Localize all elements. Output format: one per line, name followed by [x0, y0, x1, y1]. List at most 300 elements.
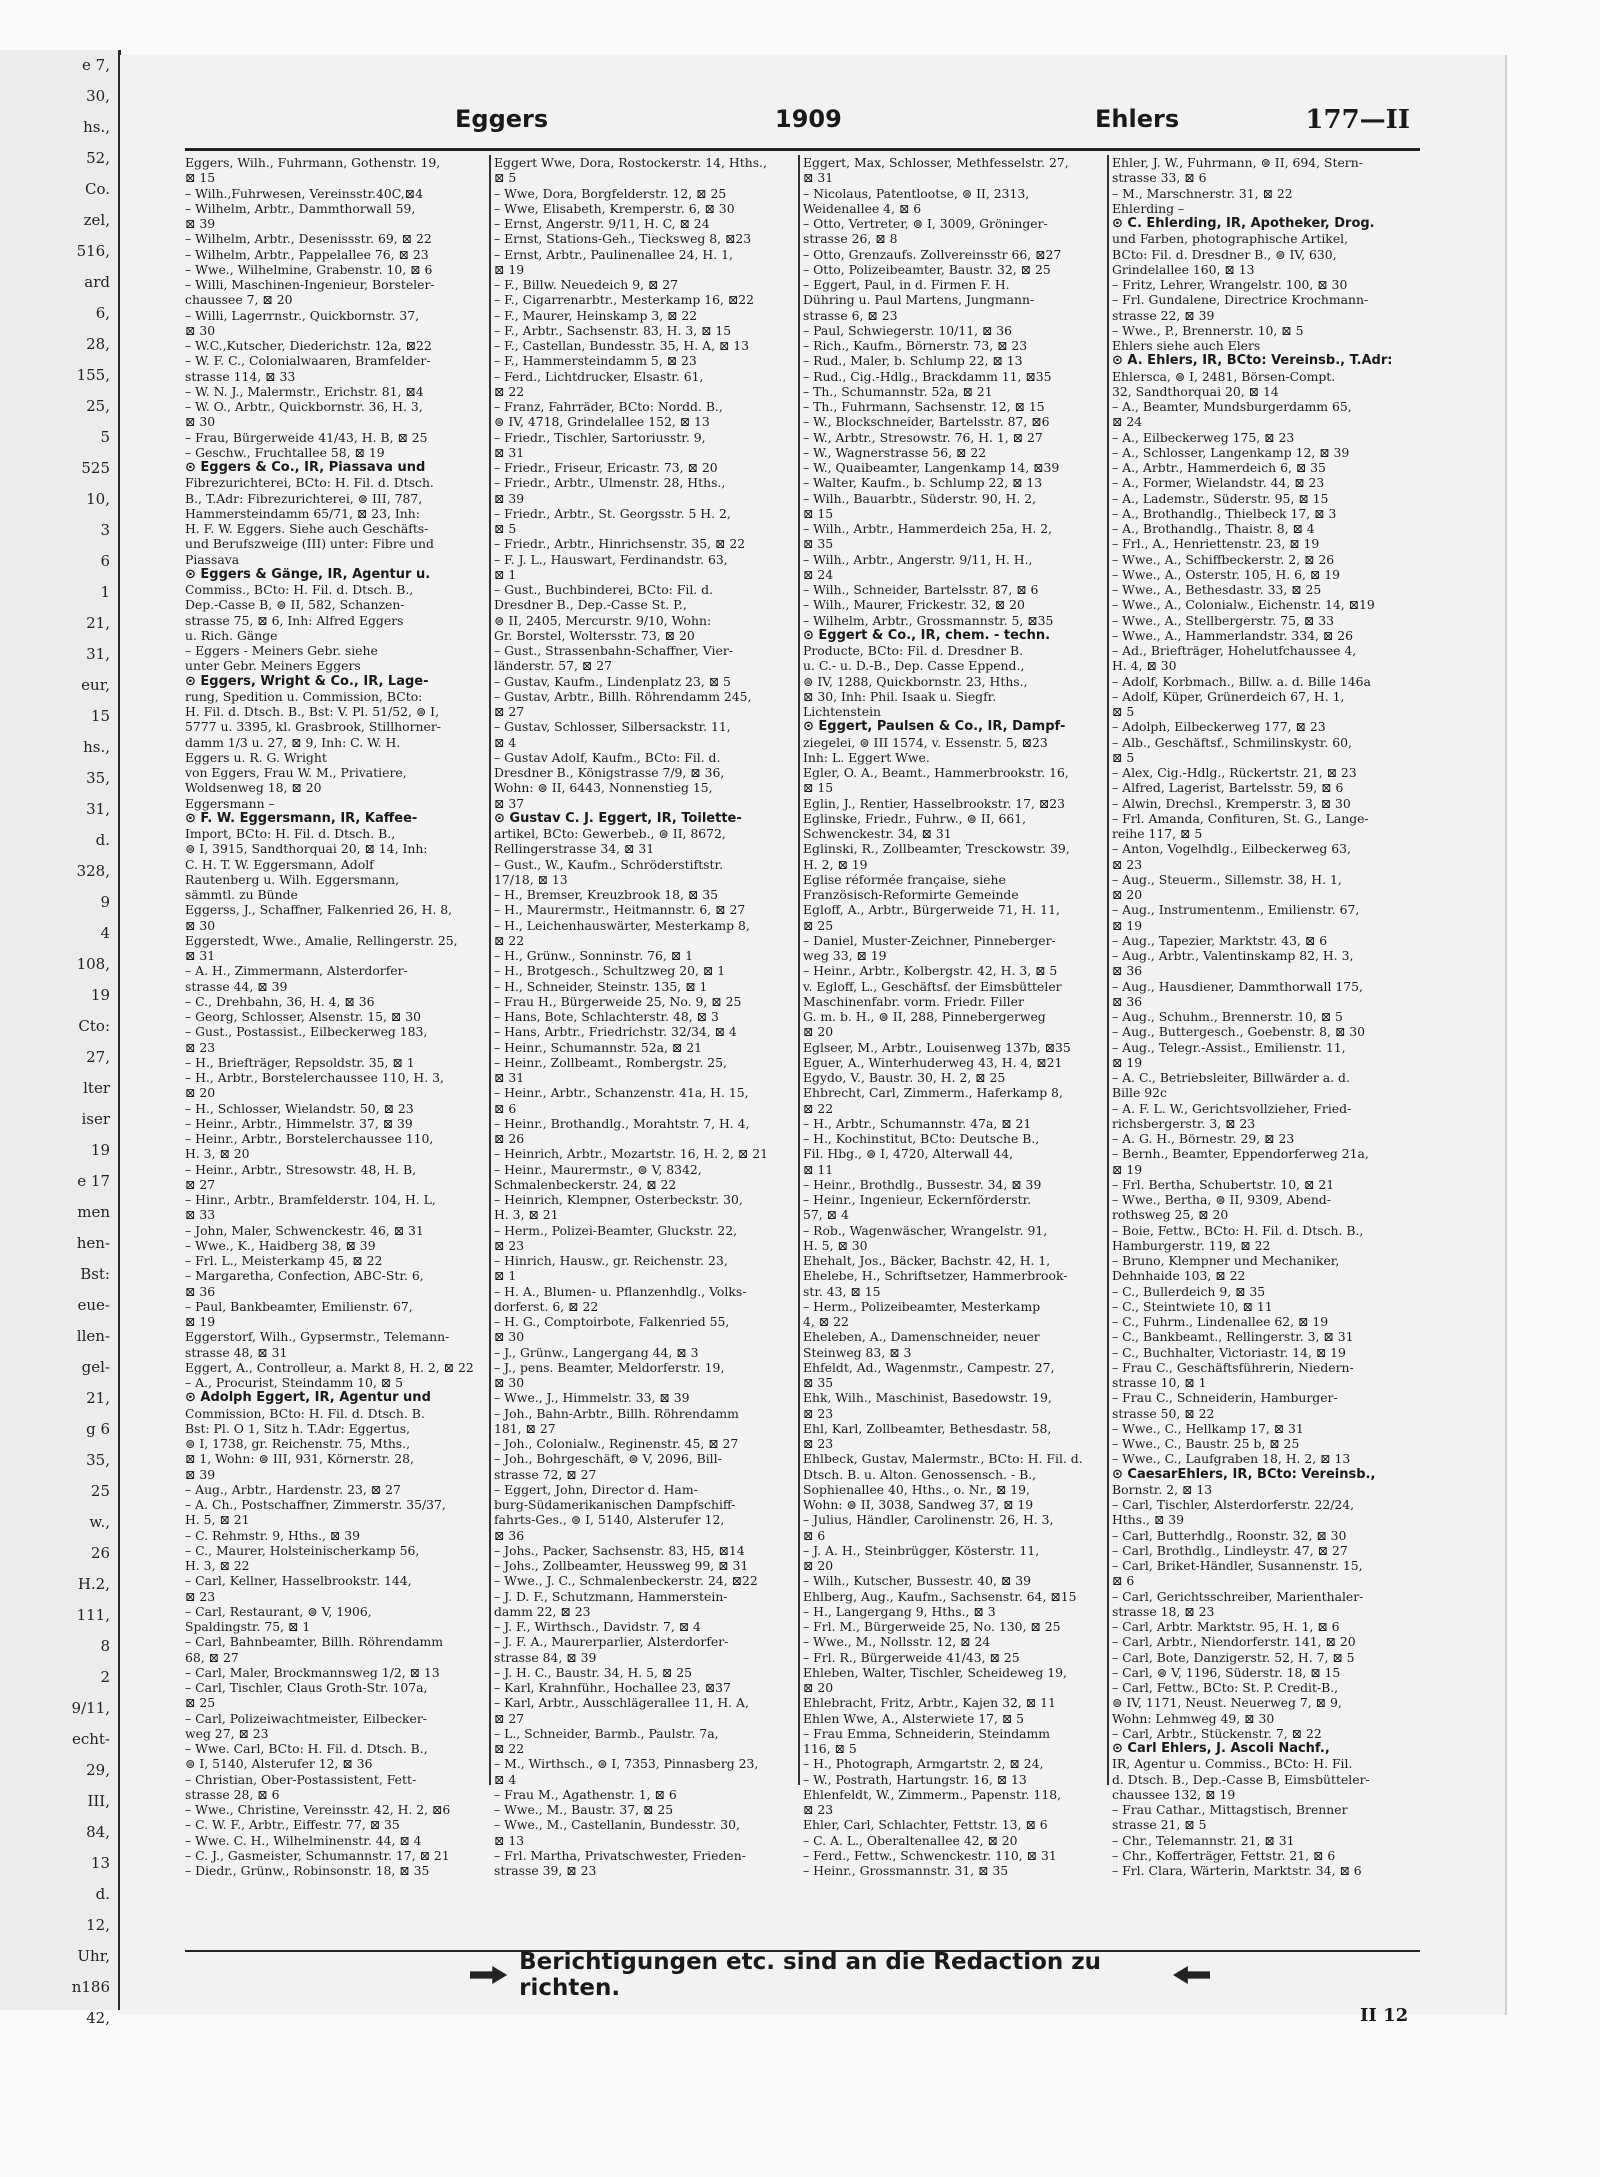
directory-entry: str. 43, ⊠ 15 — [803, 1283, 881, 1299]
directory-entry: – Herm., Polizeibeamter, Mesterkamp — [803, 1298, 1041, 1314]
directory-entry: – Friedr., Tischler, Sartoriusstr. 9, — [494, 429, 706, 445]
directory-entry: – Carl, Maler, Brockmannsweg 1/2, ⊠ 13 — [185, 1664, 440, 1680]
directory-entry: H. F. W. Eggers. Siehe auch Geschäfts- — [185, 521, 429, 536]
directory-entry: – L., Schneider, Barmb., Paulstr. 7a, — [494, 1725, 719, 1741]
directory-entry: ⊠ 15 — [803, 505, 834, 521]
directory-entry: ⊠ 4 — [494, 1771, 517, 1787]
directory-entry: – Johs., Packer, Sachsenstr. 83, H5, ⊠14 — [494, 1542, 745, 1558]
directory-entry: – Gustav, Schlosser, Silbersackstr. 11, — [494, 719, 731, 735]
margin-fragment: hen- — [76, 1234, 110, 1252]
directory-entry: – Chr., Telemannstr. 21, ⊠ 31 — [1112, 1832, 1295, 1848]
directory-entry: – Frl. Martha, Privatschwester, Frieden- — [494, 1847, 746, 1863]
margin-fragment: 525 — [81, 459, 110, 477]
directory-entry: H. 5, ⊠ 30 — [803, 1237, 868, 1253]
directory-entry: ⊙ Gustav C. J. Eggert, IR, Toilette- — [494, 810, 742, 826]
directory-entry: – W., Wagnerstrasse 56, ⊠ 22 — [803, 444, 987, 460]
directory-entry: ⊜ I, 5140, Alsterufer 12, ⊠ 36 — [185, 1756, 373, 1772]
directory-entry: – Aug., Arbtr., Hardenstr. 23, ⊠ 27 — [185, 1481, 401, 1497]
directory-entry: – Georg, Schlosser, Alsenstr. 15, ⊠ 30 — [185, 1009, 421, 1024]
directory-entry: 181, ⊠ 27 — [494, 1420, 556, 1436]
directory-entry: – Th., Fuhrmann, Sachsenstr. 12, ⊠ 15 — [803, 399, 1045, 414]
directory-entry: Dtsch. B. u. Alton. Genossensch. - B., — [803, 1466, 1037, 1482]
directory-entry: – Julius, Händler, Carolinenstr. 26, H. 3, — [803, 1512, 1054, 1528]
directory-entry: strasse 114, ⊠ 33 — [185, 368, 296, 384]
directory-entry: B., T.Adr: Fibrezurichterei, ⊜ III, 787, — [185, 490, 423, 506]
margin-fragment: hs., — [83, 738, 110, 756]
margin-fragment: eue- — [77, 1296, 110, 1314]
directory-entry: Grindelallee 160, ⊠ 13 — [1112, 261, 1255, 277]
directory-entry: ⊠ 31 — [494, 444, 525, 460]
directory-entry: – Alwin, Drechsl., Kremperstr. 3, ⊠ 30 — [1112, 795, 1351, 811]
directory-entry: – Adolf, Küper, Grünerdeich 67, H. 1, — [1112, 688, 1345, 704]
directory-entry: Inh: L. Eggert Wwe. — [803, 749, 930, 765]
directory-entry: strasse 44, ⊠ 39 — [185, 978, 288, 994]
directory-entry: strasse 26, ⊠ 8 — [803, 231, 898, 247]
directory-entry: 57, ⊠ 4 — [803, 1207, 849, 1223]
directory-entry: – J. F. A., Maurerparlier, Alsterdorfer- — [494, 1634, 729, 1650]
directory-entry: d. Dtsch. B., Dep.-Casse B, Eimsbütteler- — [1112, 1771, 1370, 1787]
directory-entry: – Daniel, Muster-Zeichner, Pinneberger- — [803, 932, 1056, 948]
directory-entry: – C., Drehbahn, 36, H. 4, ⊠ 36 — [185, 993, 375, 1009]
directory-entry: – Heinr., Zollbeamt., Rombergstr. 25, — [494, 1054, 727, 1070]
directory-entry: – Heinr., Brothandlg., Morahtstr. 7, H. 4, — [494, 1115, 750, 1131]
directory-entry: ⊠ 20 — [803, 1680, 834, 1695]
directory-entry: Ehler, J. W., Fuhrmann, ⊜ II, 694, Stern- — [1112, 155, 1363, 170]
directory-entry: – Wwe. Carl, BCto: H. Fil. d. Dtsch. B., — [185, 1741, 428, 1756]
directory-entry: u. Rich. Gänge — [185, 627, 278, 643]
directory-entry: Eggerstorf, Wilh., Gypsermstr., Telemann- — [185, 1329, 450, 1345]
directory-entry: ⊙ Eggert, Paulsen & Co., IR, Dampf- — [803, 719, 1066, 735]
directory-entry: – Wilh., Maurer, Frickestr. 32, ⊠ 20 — [803, 597, 1025, 613]
directory-entry: – H., Bremser, Kreuzbrook 18, ⊠ 35 — [494, 887, 718, 902]
directory-entry: ⊠ 23 — [494, 1237, 525, 1253]
directory-entry: – J. D. F., Schutzmann, Hammerstein- — [494, 1588, 728, 1604]
directory-entry: – Eggers - Meiners Gebr. siehe — [185, 643, 378, 658]
margin-fragment: 9/11, — [71, 1699, 110, 1717]
directory-entry: – Karl, Arbtr., Ausschlägerallee 11, H. A, — [494, 1695, 749, 1711]
directory-entry: ⊙ Eggers & Co., IR, Piassava und — [185, 460, 426, 475]
directory-entry: Maschinenfabr. vorm. Friedr. Filler — [803, 993, 1024, 1009]
margin-fragment: 9 — [100, 893, 110, 911]
directory-entry: – Frau C., Geschäftsführerin, Niedern- — [1112, 1359, 1354, 1375]
directory-entry: ⊠ 39 — [185, 1466, 216, 1482]
directory-entry: – Wwe., A., Schiffbeckerstr. 2, ⊠ 26 — [1112, 551, 1335, 567]
directory-entry: – F., Arbtr., Sachsenstr. 83, H. 3, ⊠ 15 — [494, 322, 732, 338]
directory-entry: Dep.-Casse B, ⊜ II, 582, Schanzen- — [185, 597, 405, 613]
directory-entry: weg 27, ⊠ 23 — [185, 1725, 269, 1741]
directory-entry: C. H. T. W. Eggersmann, Adolf — [185, 856, 374, 872]
directory-entry: strasse 39, ⊠ 23 — [494, 1863, 597, 1878]
directory-entry: Woldsenweg 18, ⊠ 20 — [185, 780, 322, 796]
directory-entry: – Heinr., Grossmannstr. 31, ⊠ 35 — [803, 1863, 1009, 1878]
directory-entry: – Rich., Kaufm., Börnerstr. 73, ⊠ 23 — [803, 338, 1028, 353]
directory-entry: – Heinrich, Klempner, Osterbeckstr. 30, — [494, 1192, 743, 1207]
column-divider — [1107, 155, 1109, 1785]
directory-entry: – Bernh., Beamter, Eppendorferweg 21a, — [1112, 1146, 1369, 1162]
directory-entry: Rellingerstrasse 34, ⊠ 31 — [494, 841, 655, 857]
directory-entry: – Heinr., Schumannstr. 52a, ⊠ 21 — [494, 1039, 702, 1055]
directory-entry: ⊠ 5 — [1112, 749, 1135, 765]
directory-entry: – C. A. L., Oberaltenallee 42, ⊠ 20 — [803, 1832, 1018, 1848]
directory-entry: – H., Schneider, Steinstr. 135, ⊠ 1 — [494, 978, 708, 994]
directory-entry: länderstr. 57, ⊠ 27 — [494, 658, 613, 674]
directory-entry: und Berufszweige (III) unter: Fibre und — [185, 536, 434, 552]
margin-fragment: g 6 — [86, 1420, 110, 1438]
directory-entry: – Wwe., A., Colonialw., Eichenstr. 14, ⊠19 — [1112, 597, 1375, 613]
directory-entry: ⊠ 35 — [803, 1375, 834, 1390]
directory-entry: strasse 6, ⊠ 23 — [803, 307, 898, 323]
directory-entry: – Frau C., Schneiderin, Hamburger- — [1112, 1390, 1338, 1406]
directory-entry: fahrts-Ges., ⊜ I, 5140, Alsterufer 12, — [494, 1512, 725, 1528]
directory-entry: und Farben, photographische Artikel, — [1112, 231, 1349, 247]
directory-entry: Lichtenstein — [803, 704, 882, 719]
margin-fragment: 26 — [90, 1544, 110, 1562]
directory-entry: – Aug., Telegr.-Assist., Emilienstr. 11, — [1112, 1039, 1346, 1055]
directory-entry: – Aug., Instrumentenm., Emilienstr. 67, — [1112, 902, 1360, 918]
directory-entry: – A., Beamter, Mundsburgerdamm 65, — [1112, 399, 1352, 414]
margin-fragment: 31, — [86, 645, 110, 663]
directory-entry: ⊠ 15 — [803, 780, 834, 796]
directory-entry: – Wwe., A., Bethesdastr. 33, ⊠ 25 — [1112, 582, 1322, 597]
directory-entry: – Frl. M., Bürgerweide 25, No. 130, ⊠ 25 — [803, 1619, 1061, 1634]
directory-entry: v. Egloff, L., Geschäftsf. der Eimsbütteler — [803, 978, 1062, 994]
directory-entry: – Hinr., Arbtr., Bramfelderstr. 104, H. L, — [185, 1192, 436, 1207]
directory-entry: Ehlenfeldt, W., Zimmerm., Papenstr. 118, — [803, 1786, 1062, 1802]
directory-entry: – Th., Schumannstr. 52a, ⊠ 21 — [803, 383, 993, 399]
directory-entry: ⊠ 30 — [494, 1375, 525, 1390]
directory-entry: Wohn: Lehmweg 49, ⊠ 30 — [1112, 1710, 1275, 1726]
directory-entry: – Alb., Geschäftsf., Schmilinskystr. 60, — [1112, 734, 1352, 750]
directory-entry: – Ferd., Fettw., Schwenckestr. 110, ⊠ 31 — [803, 1847, 1057, 1863]
directory-entry: – Alex, Cig.-Hdlg., Rückertstr. 21, ⊠ 23 — [1112, 765, 1357, 780]
directory-entry: ⊠ 24 — [1112, 414, 1143, 430]
directory-entry: ⊠ 27 — [185, 1176, 216, 1192]
directory-entry: H. Fil. d. Dtsch. B., Bst: V. Pl. 51/52, ⊜ I, — [185, 704, 440, 719]
directory-entry: – Carl, ⊜ V, 1196, Süderstr. 18, ⊠ 15 — [1112, 1664, 1341, 1680]
directory-entry: – Carl, Butterhdlg., Roonstr. 32, ⊠ 30 — [1112, 1527, 1347, 1543]
directory-entry: ⊠ 23 — [803, 1436, 834, 1451]
directory-entry: Hths., ⊠ 39 — [1112, 1512, 1185, 1528]
margin-fragment: 30, — [86, 87, 110, 105]
directory-entry: Weidenallee 4, ⊠ 6 — [803, 200, 922, 216]
column-divider — [798, 155, 800, 1785]
margin-fragment: 1 — [100, 583, 110, 601]
directory-entry: ⊠ 20 — [185, 1085, 216, 1101]
directory-entry: – Gustav Adolf, Kaufm., BCto: Fil. d. — [494, 749, 721, 765]
margin-fragment: w., — [89, 1513, 110, 1531]
directory-entry: ⊠ 13 — [494, 1832, 525, 1848]
directory-entry: Eguer, A., Winterhuderweg 43, H. 4, ⊠21 — [803, 1054, 1063, 1070]
directory-entry: strasse 75, ⊠ 6, Inh: Alfred Eggers — [185, 612, 404, 628]
directory-entry: – A. Ch., Postschaffner, Zimmerstr. 35/37, — [185, 1497, 446, 1512]
directory-entry: Import, BCto: H. Fil. d. Dtsch. B., — [185, 826, 396, 841]
directory-entry: ⊠ 20 — [803, 1558, 834, 1573]
directory-entry: – Aug., Steuerm., Sillemstr. 38, H. 1, — [1112, 871, 1342, 887]
directory-entry: ⊠ 19 — [1112, 1054, 1143, 1070]
directory-entry: Ehlbeck, Gustav, Malermstr., BCto: H. Fil. d. — [803, 1451, 1083, 1467]
directory-entry: richsbergerstr. 3, ⊠ 23 — [1112, 1115, 1256, 1131]
directory-entry: Egydo, V., Baustr. 30, H. 2, ⊠ 25 — [803, 1070, 1006, 1085]
margin-fragment: 42, — [86, 2009, 110, 2027]
column-3 — [803, 155, 1103, 1878]
directory-entry: Schwenckestr. 34, ⊠ 31 — [803, 826, 952, 841]
directory-entry: – Gust., Postassist., Eilbeckerweg 183, — [185, 1024, 428, 1040]
directory-entry: – Wwe., C., Baustr. 25 b, ⊠ 25 — [1112, 1436, 1300, 1451]
margin-fragment: n186 — [71, 1978, 110, 1996]
directory-entry: – H., Arbtr., Borstelerchaussee 110, H. 3, — [185, 1070, 444, 1085]
pointing-hand-icon — [1173, 1966, 1210, 1984]
directory-entry: – Wwe, Elisabeth, Kremperstr. 6, ⊠ 30 — [494, 200, 735, 216]
directory-entry: Dühring u. Paul Martens, Jungmann- — [803, 292, 1035, 308]
margin-fragment: 111, — [76, 1606, 110, 1624]
directory-entry: Ehlerding – — [1112, 200, 1185, 216]
directory-entry: ⊜ IV, 1288, Quickbornstr. 23, Hths., — [803, 673, 1028, 689]
directory-entry: ⊠ 23 — [185, 1588, 216, 1604]
directory-entry: ⊠ 30, Inh: Phil. Isaak u. Siegfr. — [803, 688, 997, 704]
directory-entry: Ehleben, Walter, Tischler, Scheideweg 19, — [803, 1664, 1067, 1680]
directory-entry: – Heinr., Arbtr., Borstelerchaussee 110, — [185, 1131, 434, 1146]
column-4 — [1112, 155, 1412, 1878]
margin-fragment: lter — [83, 1079, 110, 1097]
directory-entry: ⊠ 36 — [185, 1283, 216, 1299]
margin-fragment: 2 — [100, 1668, 110, 1686]
directory-entry: Ehlberg, Aug., Kaufm., Sachsenstr. 64, ⊠15 — [803, 1588, 1077, 1604]
margin-fragment: 108, — [76, 955, 110, 973]
directory-entry: Ehl, Karl, Zollbeamter, Bethesdastr. 58, — [803, 1420, 1052, 1436]
column-1 — [185, 155, 485, 1878]
footer-notice — [470, 1949, 1210, 2001]
directory-entry: Dehnhaide 103, ⊠ 22 — [1112, 1268, 1246, 1284]
directory-entry: – Carl, Restaurant, ⊜ V, 1906, — [185, 1603, 372, 1619]
margin-fragment: d. — [95, 1885, 110, 1903]
directory-entry: – Wwe., Bertha, ⊜ II, 9309, Abend- — [1112, 1192, 1331, 1207]
directory-entry: ⊠ 22 — [803, 1100, 834, 1116]
directory-entry: strasse 50, ⊠ 22 — [1112, 1405, 1215, 1421]
margin-fragment: iser — [81, 1110, 110, 1128]
directory-entry: Bille 92c — [1112, 1085, 1167, 1101]
directory-entry: Eggert, Max, Schlosser, Methfesselstr. 27, — [803, 155, 1069, 170]
directory-entry: – Wilh., Kutscher, Bussestr. 40, ⊠ 39 — [803, 1573, 1032, 1589]
directory-entry: – Heinr., Brothdlg., Bussestr. 34, ⊠ 39 — [803, 1176, 1042, 1192]
directory-entry: ⊠ 1 — [494, 1268, 517, 1284]
directory-entry: IR, Agentur u. Commiss., BCto: H. Fil. — [1112, 1756, 1353, 1772]
directory-entry: 5777 u. 3395, kl. Grasbrook, Stillhorner- — [185, 719, 441, 735]
directory-entry: – A. C., Betriebsleiter, Billwärder a. d. — [1112, 1070, 1350, 1085]
directory-entry: – C., Bullerdeich 9, ⊠ 35 — [1112, 1283, 1266, 1299]
directory-entry: ⊠ 23 — [803, 1405, 834, 1421]
directory-entry: – Walter, Kaufm., b. Schlump 22, ⊠ 13 — [803, 475, 1043, 491]
directory-entry: – Geschw., Fruchtallee 58, ⊠ 19 — [185, 444, 385, 460]
directory-columns — [185, 155, 1420, 1878]
directory-entry: strasse 21, ⊠ 5 — [1112, 1817, 1207, 1833]
directory-entry: Bst: Pl. O 1, Sitz h. T.Adr: Eggertus, — [185, 1420, 411, 1436]
margin-fragment: hs., — [83, 118, 110, 136]
directory-entry: Französisch-Reformirte Gemeinde — [803, 887, 1019, 902]
directory-entry: – H., Schlosser, Wielandstr. 50, ⊠ 23 — [185, 1100, 414, 1116]
directory-entry: – Wwe., J. C., Schmalenbeckerstr. 24, ⊠22 — [494, 1573, 758, 1589]
directory-entry: ⊠ 5 — [494, 521, 517, 536]
directory-entry: – F., Maurer, Heinskamp 3, ⊠ 22 — [494, 307, 698, 323]
adjacent-page-margin — [0, 50, 121, 2027]
directory-entry: ⊠ 30 — [494, 1329, 525, 1345]
directory-entry: – Heinr., Arbtr., Himmelstr. 37, ⊠ 39 — [185, 1115, 413, 1131]
directory-entry: ⊠ 23 — [1112, 856, 1143, 872]
directory-entry: dorferst. 6, ⊠ 22 — [494, 1298, 599, 1314]
directory-entry: Eggers u. R. G. Wright — [185, 749, 327, 765]
margin-fragment: ard — [84, 273, 110, 291]
directory-entry: ⊙ CaesarEhlers, IR, BCto: Vereinsb., — [1112, 1466, 1376, 1482]
directory-entry: – Wwe., P., Brennerstr. 10, ⊠ 5 — [1112, 322, 1304, 338]
directory-entry: BCto: Fil. d. Dresdner B., ⊜ IV, 630, — [1112, 246, 1337, 262]
directory-entry: Eheleben, A., Damenschneider, neuer — [803, 1329, 1040, 1345]
directory-entry: – Ad., Briefträger, Hohelutfchaussee 4, — [1112, 643, 1357, 658]
directory-entry: – H., Arbtr., Schumannstr. 47a, ⊠ 21 — [803, 1115, 1032, 1131]
directory-entry: – J. A. H., Steinbrügger, Kösterstr. 11, — [803, 1542, 1040, 1558]
directory-entry: Hammersteindamm 65/71, ⊠ 23, Inh: — [185, 505, 420, 521]
directory-entry: ⊜ IV, 4718, Grindelallee 152, ⊠ 13 — [494, 414, 710, 430]
directory-entry: – F. J. L., Hauswart, Ferdinandstr. 63, — [494, 551, 728, 567]
directory-entry: – W., Postrath, Hartungstr. 16, ⊠ 13 — [803, 1771, 1027, 1787]
directory-entry: – Joh., Colonialw., Reginenstr. 45, ⊠ 27 — [494, 1436, 739, 1451]
directory-entry: – Anton, Vogelhdlg., Eilbeckerweg 63, — [1112, 841, 1351, 857]
directory-entry: ⊙ F. W. Eggersmann, IR, Kaffee- — [185, 810, 418, 826]
pointing-hand-icon — [470, 1966, 507, 1984]
directory-entry: – W., Blockschneider, Bartelsstr. 87, ⊠6 — [803, 414, 1050, 430]
directory-entry: ⊙ C. Ehlerding, IR, Apotheker, Drog. — [1112, 216, 1375, 231]
directory-entry: – A., Procurist, Steindamm 10, ⊠ 5 — [185, 1375, 403, 1390]
directory-entry: ⊠ 36 — [1112, 963, 1143, 979]
directory-entry: – H., Kochinstitut, BCto: Deutsche B., — [803, 1131, 1040, 1146]
directory-entry: – Wilhelm, Arbtr., Pappelallee 76, ⊠ 23 — [185, 246, 429, 262]
margin-fragment: 28, — [86, 335, 110, 353]
directory-entry: – A. F. L. W., Gerichtsvollzieher, Fried- — [1112, 1100, 1352, 1116]
directory-entry: Egler, O. A., Beamt., Hammerbrookstr. 16, — [803, 765, 1069, 780]
directory-entry: – Heinr., Arbtr., Stresowstr. 48, H. B, — [185, 1161, 417, 1177]
directory-entry: – Wwe., A., Osterstr. 105, H. 6, ⊠ 19 — [1112, 566, 1340, 582]
directory-entry: – Nicolaus, Patentlootse, ⊜ II, 2313, — [803, 185, 1030, 201]
directory-entry: ⊙ A. Ehlers, IR, BCto: Vereinsb., T.Adr: — [1112, 353, 1393, 369]
directory-entry: – H., Briefträger, Repsoldstr. 35, ⊠ 1 — [185, 1054, 415, 1070]
directory-entry: Ehlers siehe auch Elers — [1112, 338, 1261, 353]
directory-entry: – C. Rehmstr. 9, Hths., ⊠ 39 — [185, 1527, 361, 1543]
directory-entry: – Carl, Tischler, Alsterdorferstr. 22/24, — [1112, 1497, 1355, 1512]
directory-entry: – Alfred, Lagerist, Bartelsstr. 59, ⊠ 6 — [1112, 780, 1344, 796]
margin-fragment: 3 — [100, 521, 110, 539]
directory-entry: Egloff, A., Arbtr., Bürgerweide 71, H. 11, — [803, 902, 1060, 918]
directory-entry: – Heinr., Maurermstr., ⊜ V, 8342, — [494, 1161, 702, 1177]
directory-entry: ⊠ 11 — [803, 1161, 834, 1177]
directory-entry: 4, ⊠ 22 — [803, 1314, 849, 1329]
directory-entry: – H., Langergang 9, Hths., ⊠ 3 — [803, 1603, 996, 1619]
directory-entry: – Boie, Fettw., BCto: H. Fil. d. Dtsch. B., — [1112, 1222, 1364, 1238]
directory-entry: – A., Schlosser, Langenkamp 12, ⊠ 39 — [1112, 444, 1350, 460]
directory-entry: – Otto, Polizeibeamter, Baustr. 32, ⊠ 25 — [803, 261, 1051, 277]
directory-entry: – Diedr., Grünw., Robinsonstr. 18, ⊠ 35 — [185, 1863, 430, 1878]
directory-entry: ⊠ 36 — [494, 1527, 525, 1543]
directory-entry: ⊠ 37 — [494, 795, 525, 811]
directory-entry: – H., Brotgesch., Schultzweg 20, ⊠ 1 — [494, 963, 726, 979]
directory-entry: Wohn: ⊜ II, 6443, Nonnenstieg 15, — [494, 780, 713, 796]
directory-entry: ⊠ 15 — [185, 170, 216, 186]
directory-entry: – Frl. R., Bürgerweide 41/43, ⊠ 25 — [803, 1649, 1020, 1665]
directory-entry: – M., Marschnerstr. 31, ⊠ 22 — [1112, 185, 1293, 201]
directory-entry: Wohn: ⊜ II, 3038, Sandweg 37, ⊠ 19 — [803, 1497, 1034, 1512]
directory-entry: – C., Buchhalter, Victoriastr. 14, ⊠ 19 — [1112, 1344, 1346, 1360]
directory-entry: ⊠ 30 — [185, 414, 216, 430]
directory-entry: strasse 33, ⊠ 6 — [1112, 170, 1207, 186]
directory-entry: – Carl, Bote, Danzigerstr. 52, H. 7, ⊠ 5 — [1112, 1649, 1355, 1665]
directory-entry: – Friedr., Arbtr., Hinrichsenstr. 35, ⊠ 22 — [494, 536, 746, 552]
directory-entry: – Eggert, Paul, in d. Firmen F. H. — [803, 277, 1010, 292]
directory-entry: ⊙ Adolph Eggert, IR, Agentur und — [185, 1390, 431, 1406]
directory-entry: – Adolph, Eilbeckerweg 177, ⊠ 23 — [1112, 719, 1326, 735]
directory-entry: ⊠ 23 — [185, 1039, 216, 1055]
directory-entry: strasse 22, ⊠ 39 — [1112, 307, 1215, 323]
directory-entry: ⊠ 33 — [185, 1207, 216, 1223]
directory-entry: 116, ⊠ 5 — [803, 1741, 857, 1756]
directory-entry: Bornstr. 2, ⊠ 13 — [1112, 1481, 1213, 1497]
directory-entry: – Wwe., C., Hellkamp 17, ⊠ 31 — [1112, 1420, 1304, 1436]
directory-entry: ⊠ 31 — [185, 948, 216, 963]
directory-entry: – Fritz, Lehrer, Wrangelstr. 100, ⊠ 30 — [1112, 277, 1348, 292]
directory-entry: – Wwe., K., Haidberg 38, ⊠ 39 — [185, 1237, 376, 1253]
directory-entry: H. 2, ⊠ 19 — [803, 856, 868, 872]
directory-entry: – Wwe., A., Hammerlandstr. 334, ⊠ 26 — [1112, 627, 1353, 643]
directory-entry: ⊠ 6 — [494, 1100, 517, 1116]
margin-fragment: 12, — [86, 1916, 110, 1934]
directory-entry: – C. W. F., Arbtr., Eiffestr. 77, ⊠ 35 — [185, 1817, 400, 1833]
directory-entry: – Bruno, Klempner und Mechaniker, — [1112, 1253, 1340, 1268]
directory-entry: chaussee 7, ⊠ 20 — [185, 292, 293, 308]
margin-fragment: Bst: — [80, 1265, 110, 1283]
directory-entry: Schmalenbeckerstr. 24, ⊠ 22 — [494, 1176, 677, 1192]
margin-fragment: eur, — [81, 676, 110, 694]
directory-entry: – Frau Cathar., Mittagstisch, Brenner — [1112, 1802, 1348, 1817]
directory-entry: – A., Arbtr., Hammerdeich 6, ⊠ 35 — [1112, 460, 1326, 475]
directory-entry: u. C.- u. D.-B., Dep. Casse Eppend., — [803, 658, 1025, 674]
directory-entry: – Hinrich, Hausw., gr. Reichenstr. 23, — [494, 1253, 728, 1268]
directory-entry: ⊜ I, 3915, Sandthorquai 20, ⊠ 14, Inh: — [185, 841, 428, 857]
directory-entry: ⊙ Eggers & Gänge, IR, Agentur u. — [185, 566, 431, 582]
directory-entry: ⊠ 36 — [1112, 993, 1143, 1009]
directory-entry: ⊠ 19 — [1112, 917, 1143, 933]
margin-fragment: gel- — [81, 1358, 110, 1376]
directory-entry: ⊠ 22 — [494, 383, 525, 399]
directory-entry: ⊠ 26 — [494, 1131, 525, 1146]
margin-fragment: 31, — [86, 800, 110, 818]
directory-entry: Eggert Wwe, Dora, Rostockerstr. 14, Hths., — [494, 155, 767, 170]
column-2 — [494, 155, 794, 1878]
directory-entry: H. 3, ⊠ 20 — [185, 1146, 250, 1162]
directory-entry: – Carl, Arbtr., Niendorferstr. 141, ⊠ 20 — [1112, 1634, 1356, 1650]
margin-fragment: 4 — [100, 924, 110, 942]
margin-fragment: 6 — [100, 552, 110, 570]
margin-fragment: e 17 — [77, 1172, 110, 1190]
directory-entry: – Christian, Ober-Postassistent, Fett- — [185, 1771, 417, 1787]
directory-entry: – F., Hammersteindamm 5, ⊠ 23 — [494, 353, 697, 369]
directory-entry: – Carl, Bahnbeamter, Billh. Röhrendamm — [185, 1634, 444, 1650]
directory-entry: ⊜ II, 2405, Mercurstr. 9/10, Wohn: — [494, 612, 712, 628]
directory-entry: – Frl. Clara, Wärterin, Marktstr. 34, ⊠ 6 — [1112, 1863, 1362, 1878]
directory-entry: – C., Fuhrm., Lindenallee 62, ⊠ 19 — [1112, 1314, 1329, 1329]
directory-entry: – Joh., Bahn-Arbtr., Billh. Röhrendamm — [494, 1405, 739, 1421]
directory-entry: – Wilhelm, Arbtr., Desenissstr. 69, ⊠ 22 — [185, 231, 432, 247]
directory-entry: – Wwe., C., Laufgraben 18, H. 2, ⊠ 13 — [1112, 1451, 1351, 1467]
margin-fragment: 10, — [86, 490, 110, 508]
directory-entry: Ehlen Wwe, A., Alsterwiete 17, ⊠ 5 — [803, 1710, 1025, 1726]
directory-entry: rothsweg 25, ⊠ 20 — [1112, 1207, 1229, 1223]
directory-entry: – Carl, Kellner, Hasselbrookstr. 144, — [185, 1573, 412, 1589]
